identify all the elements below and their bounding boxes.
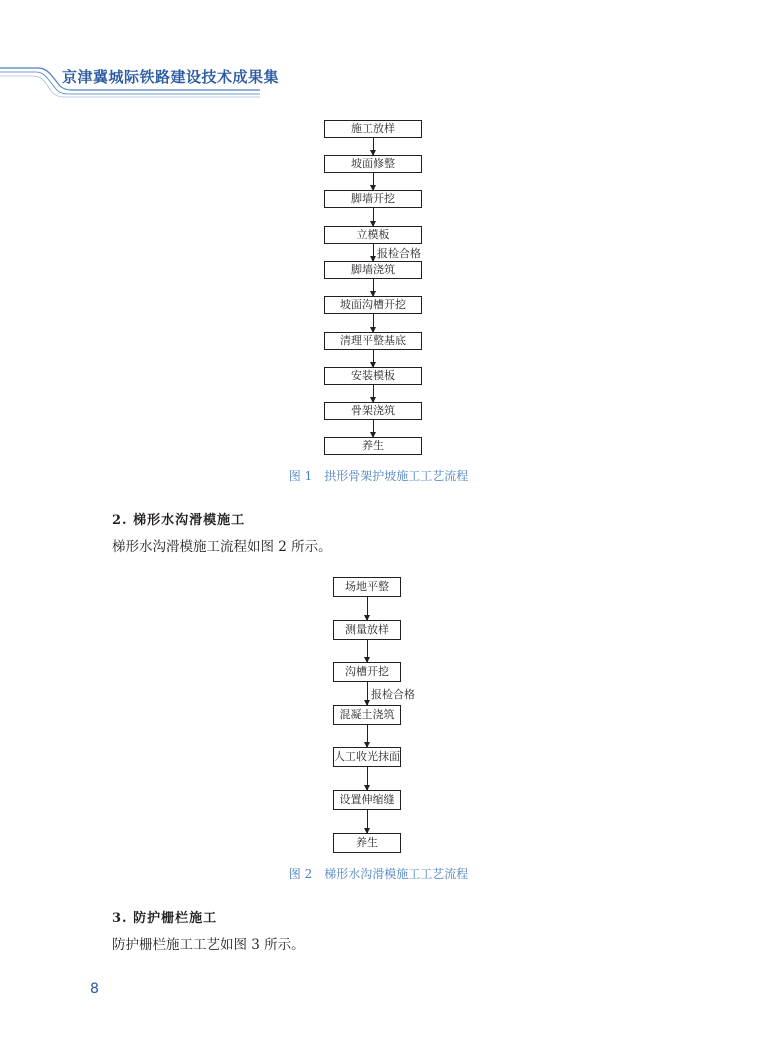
flow-arrow (373, 138, 374, 155)
flow-arrow (373, 420, 374, 437)
flow-arrow (367, 682, 368, 705)
header-title: 京津冀城际铁路建设技术成果集 (62, 68, 280, 86)
flow-step: 施工放样 (324, 120, 422, 138)
flow-step: 立模板 (324, 226, 422, 244)
flow-step: 养生 (324, 437, 422, 455)
flow-arrow (367, 640, 368, 662)
section-3-text: 防护栅栏施工工艺如图 3 所示。 (112, 937, 305, 953)
section-3-heading: 3. 防护栅栏施工 (112, 911, 218, 926)
section-2-heading: 2. 梯形水沟滑模施工 (112, 513, 246, 528)
flow-arrow (367, 810, 368, 833)
flow-step: 骨架浇筑 (324, 402, 422, 420)
section-2-text: 梯形水沟滑模施工流程如图 2 所示。 (112, 539, 332, 555)
flow-step: 人工收光抹面 (333, 747, 401, 767)
flow-arrow (373, 173, 374, 190)
flow-arrow (373, 314, 374, 332)
flow-arrow (367, 725, 368, 747)
page-number: 8 (90, 981, 99, 997)
flow-step: 沟槽开挖 (333, 662, 401, 682)
flow-step: 清理平整基底 (324, 332, 422, 350)
flow-step: 场地平整 (333, 577, 401, 597)
flow-step: 混凝土浇筑 (333, 705, 401, 725)
flow-note: 报检合格 (377, 246, 421, 260)
flow-step: 坡面修整 (324, 155, 422, 173)
figure-1-caption: 图 1 拱形骨架护坡施工工艺流程 (288, 469, 469, 483)
flow-step: 安装模板 (324, 367, 422, 385)
header-decoration (0, 0, 757, 110)
flow-arrow (373, 385, 374, 402)
flow-arrow (373, 350, 374, 367)
flow-step: 养生 (333, 833, 401, 853)
flow-arrow (373, 244, 374, 261)
flow-step: 设置伸缩缝 (333, 790, 401, 810)
flow-step: 脚墙开挖 (324, 190, 422, 208)
flow-arrow (373, 279, 374, 296)
flow-note: 报检合格 (371, 687, 415, 701)
figure-2-caption: 图 2 梯形水沟滑模施工工艺流程 (288, 867, 469, 881)
flow-step: 测量放样 (333, 620, 401, 640)
flow-arrow (367, 597, 368, 620)
flow-step: 脚墙浇筑 (324, 261, 422, 279)
flow-arrow (367, 767, 368, 790)
flow-arrow (373, 208, 374, 226)
flow-step: 坡面沟槽开挖 (324, 296, 422, 314)
